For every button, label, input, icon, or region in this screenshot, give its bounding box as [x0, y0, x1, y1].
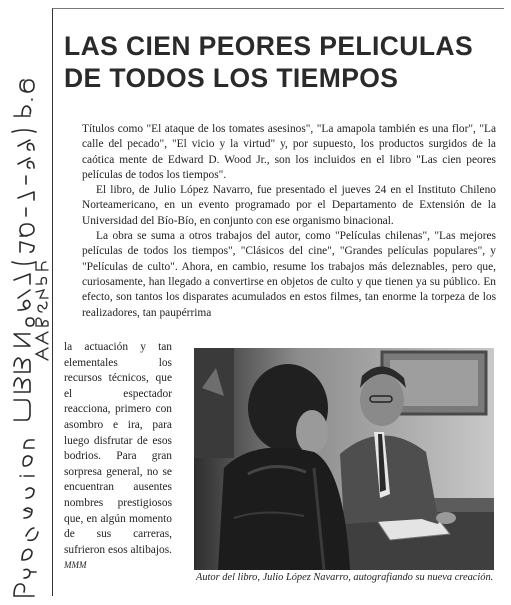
handwritten-note-drawing — [0, 0, 52, 600]
paragraph-3: La obra se suma a otros trabajos del autor, como "Películas chilenas", "Las mejores películas de todos los tiempos", "Clásicos del cine", "Grandes películas populares", y "Películas de culto". Ahora, en cambio, resume los trabajos más deleznables, pero que, curiosamente, han llegado a convertirse en objetos de culto y que tienen ya su público. En efecto, son tantos los disparates acumulados en estos filmes, tan enorme la torpeza de los realizadores, tan paupérrima — [82, 230, 496, 319]
headline-line-1: LAS CIEN PEORES PELICULAS — [64, 31, 474, 61]
paragraph-3-continued: la actuación y tan elementales los recursos técnicos, que el espectador reacciona, primero con asombro e ira, para luego disfrutar de esos bodrios. Para gran sorpresa general, no se encuentran ausentes nombres prestigiosos que, en algún momento de sus carreras, sufrieron esos altibajos. — [64, 341, 172, 556]
article-photo — [194, 348, 494, 570]
article-headline — [64, 30, 494, 94]
paragraph-1: Títulos como "El ataque de los tomates asesinos", "La amapola también es una flor", "La calle del pecado", "El vicio y la virtud" y, por supuesto, los productos surgidos de la caótica mente de Edward D. Wood Jr., son los incluidos en el libro "Las cien peores películas de todos los tiempos". — [82, 123, 496, 181]
paragraph-2: El libro, de Julio López Navarro, fue presentado el jueves 24 en el Instituto Chileno Norteamericano, en un evento programado por el Departamento de Extensión de la Universidad del Bío-Bío, en conjunto con ese organismo binacional. — [82, 184, 496, 227]
handwritten-archive-note — [0, 0, 52, 600]
photo-caption: Autor del libro, Julio López Navarro, autografiando su nueva creación. — [196, 572, 494, 583]
photo-author-signing-illustration — [194, 348, 494, 570]
article-narrow-column — [64, 340, 172, 574]
headline-line-2: DE TODOS LOS TIEMPOS — [64, 63, 399, 93]
article-body — [82, 122, 496, 321]
author-signoff: MMM — [64, 560, 87, 571]
